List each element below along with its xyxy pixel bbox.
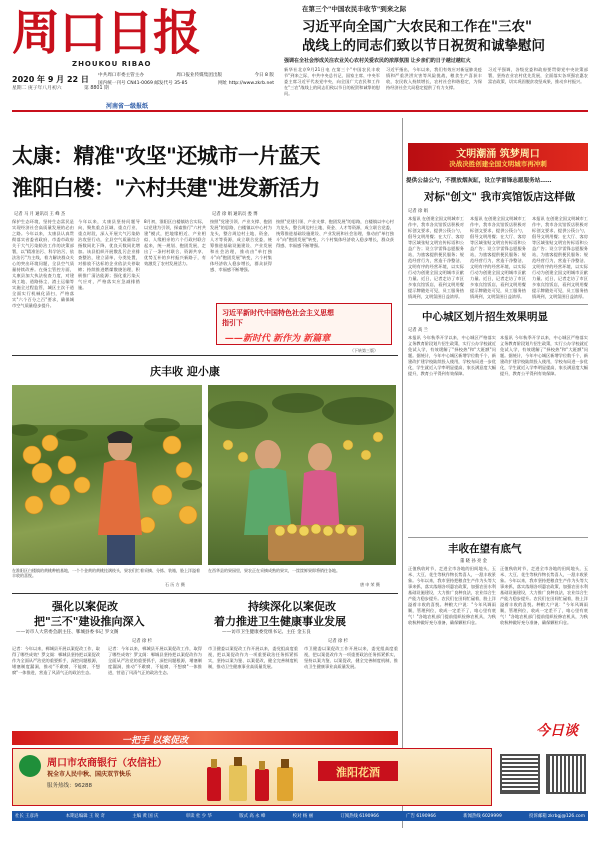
top-story-kicker: 在第三个"中国农民丰收节"到来之际 bbox=[302, 5, 407, 13]
bank-phone: 服务热线：96288 bbox=[47, 783, 92, 789]
right-text-1c bbox=[532, 216, 588, 300]
footer-item: 广告 6190966 bbox=[406, 814, 436, 819]
lead-headline-2: 淮阳白楼："六村共建"进发新活力 bbox=[12, 175, 320, 200]
series-title-2: 指引下 bbox=[222, 319, 243, 327]
interview-left-headline-2: 把"三不"建设推向深入 bbox=[34, 615, 145, 628]
right-headline-1: 对标"创文" 我市宾馆饭店这样做 bbox=[424, 191, 576, 203]
today-talk-text: 今日谈 bbox=[536, 723, 578, 739]
series-box bbox=[216, 303, 392, 345]
interview-middle-text-2-content: 市卫健委以案促改工作开展以来，委党组高度重视，把以案促改作为一项重要政治任务抓紧抓实，坚持以案为鉴、以案促改，健全完善制度机制，推动卫生健康事业高质量发展。 bbox=[304, 646, 398, 669]
right-text-2b-content: 本报讯 今年秋季开学以来，中心城区严格落实义务教育阶段划片招生政策，实行公办学校就近免试入学，有效缓解了"择校热"和"大班额"问题。据统计，今年中心城区新增学位数千个，新建改扩建学校陆续投入使用，学校布局进一步优化，学生就近入学率明显提高，家长满意度大幅提升，教育公平得到有效保障。 bbox=[500, 335, 588, 376]
right-headline-2: 中心城区划片招生效果明显 bbox=[422, 311, 548, 323]
right-text-2b bbox=[500, 335, 588, 533]
pages-count: 今日 8 版 bbox=[254, 73, 274, 78]
interview-middle-headline-1: 持续深化以案促改 bbox=[248, 600, 336, 613]
lead-byline-1: 记者 马 月 通讯员 王 峰 杰 bbox=[14, 212, 66, 217]
photo-feature-title: 庆丰收 迎小康 bbox=[150, 365, 220, 378]
interview-middle-byline: 记者 徐 杉 bbox=[328, 639, 348, 644]
footer-item: 社长 王彦涛 bbox=[15, 814, 39, 819]
province-badge: 河南省一级报纸 bbox=[106, 103, 149, 110]
top-story-headline-1: 习近平向全国广大农民和工作在"三农" bbox=[302, 19, 533, 35]
lead-text-d: 按照"党建引领、产业支撑、抱团发展"的思路，白楼镇以中心村为龙头，整合周边村土地、资金、人才等资源，成立联合党委，统筹推进基础设施建设、产业发展和社会治理，推动由"单打独斗"向"抱团发展"转变，六个村集体经济收入稳步增长，群众获得感、幸福感不断增强。 bbox=[210, 219, 272, 272]
bank-name: 周口市农商银行（农信社） bbox=[47, 758, 167, 769]
right-text-1a: 本报讯 在创建全国文明城市工作中，我市各宾馆饭店积极对标创文要求，提供公筷公勺，倡导文明用餐；在大厅、客房等区域张贴文明宣传标语和公益广告；设立学雷锋志愿服务站，为旅客提供便民服务；规范经营行为，营造干净整洁、文明有序的经营环境，以实际行动为创建全国文明城市贡献力量。近日，记者走访了市区多家宾馆饭店，看到文明用餐提示牌随处可见，员工服务热情周到，文明氛围日益浓厚。 bbox=[408, 216, 464, 299]
qr-code-1-icon bbox=[500, 754, 540, 794]
footer-item: 订阅热线 6190966 bbox=[340, 814, 379, 819]
footer-item: 审读 杜 少 华 bbox=[185, 814, 212, 819]
right-text-2a: 本报讯 今年秋季开学以来，中心城区严格落实义务教育阶段划片招生政策，实行公办学校就近免试入学，有效缓解了"择校热"和"大班额"问题。据统计，今年中心城区新增学位数千个，新建改扩建学校陆续投入使用，学校布局进一步优化，学生就近入学率明显提高，家长满意度大幅提升，教育公平得到有效保障。 bbox=[408, 335, 496, 376]
right-text-1b bbox=[470, 216, 526, 300]
photo-peach-harvest-art bbox=[12, 385, 202, 565]
footer-item: 新闻热线 6029999 bbox=[463, 814, 502, 819]
photo-fruit-picking-art bbox=[208, 385, 396, 565]
top-story bbox=[284, 4, 588, 108]
interview-left-text-2-content: 记者：今年以来，郸城县开展以案促改工作，取得了哪些成效？罗文阁：郸城县坚持把以案促改作为全面从严治党的重要抓手，深挖问题根源，堵塞制度漏洞，推动"不敢腐、不能腐、不想腐"一体推进，营造了风清气正的政治生态。 bbox=[108, 646, 202, 675]
interview-middle-headline-2: 着力推进卫生健康事业发展 bbox=[214, 615, 346, 628]
civic-banner-line-1: 文明潮涌 筑梦周口 bbox=[456, 149, 540, 160]
right-text-3a: 正值秋收时节，走进全市各地的田间地头，玉米、大豆、花生等秋作物长势喜人，一派丰收景象。今年以来，我市坚持把粮食生产作为头等大事来抓，落实落细各项惠农政策，加强农田水利基础设施建设，大力推广良种良法，农业综合生产能力稳步提升。农民们在田间忙碌着，脸上洋溢着丰收的喜悦。种粮大户说："今年风调雨顺，管理到位，收成一定差不了，咱心里有底气！"各地农机部门提前组织检修农机具，为秋收秋种做好充分准备，确保颗粒归仓。 bbox=[408, 566, 496, 625]
qr-codes bbox=[498, 750, 588, 806]
lead-text-e bbox=[276, 219, 394, 303]
interview-left-headline-1: 强化以案促改 bbox=[52, 600, 118, 613]
photo-peach-credit: 石 历 方 摄 bbox=[165, 582, 185, 587]
lead-text-b: 今年以来，太康县坚持问题导向，聚焦重点区域、重点行业、重点时段，深入开展大气污染防治攻坚行动，全县空气质量综合指数同比下降，优良天数同比增加。该县组织开展散乱污企业排查整治，建立清单，分类处置，对排放不达标的企业依法关停取缔；持续推进燃煤散烧治理，积极推广清洁能源；强化重污染天气应对，严格落实应急减排措施。 bbox=[78, 219, 140, 290]
right-byline-2: 记者 高 兰 bbox=[408, 328, 428, 333]
photo-peach-caption-text: 在淮阳区白楼镇的黄桃种植基地，一个个金黄的黄桃挂满枝头，果农们忙着采摘、分拣、装箱，脸上洋溢着丰收的喜悦。 bbox=[12, 568, 200, 578]
interview-left-byline: 记者 徐 杉 bbox=[132, 639, 152, 644]
bottom-ad bbox=[12, 748, 492, 806]
photo-fruit-credit: 唐 申 荣 摄 bbox=[360, 582, 380, 587]
website: 网址 http://www.zkrb.net bbox=[218, 81, 274, 86]
photo-fruit-caption bbox=[208, 568, 396, 573]
bank-slogan: 祝全市人民中秋、国庆双节快乐 bbox=[47, 771, 132, 778]
right-text-1b-content: 本报讯 在创建全国文明城市工作中，我市各宾馆饭店积极对标创文要求，提供公筷公勺，倡导文明用餐；在大厅、客房等区域张贴文明宣传标语和公益广告；设立学雷锋志愿服务站，为旅客提供便民服务；规范经营行为，营造干净整洁、文明有序的经营环境，以实际行动为创建全国文明城市贡献力量。近日，记者走访了市区多家宾馆饭店，看到文明用餐提示牌随处可见，员工服务热情周到，文明氛围日益浓厚。 bbox=[470, 216, 526, 299]
interview-left bbox=[12, 598, 202, 728]
liquor-bottles bbox=[199, 755, 309, 803]
interview-middle-text: 市卫健委以案促改工作开展以来，委党组高度重视，把以案促改作为一项重要政治任务抓紧抓实，坚持以案为鉴、以案促改，健全完善制度机制，推动卫生健康事业高质量发展。 bbox=[208, 646, 298, 669]
interview-left-text: 记者：今年以来，郸城县开展以案促改工作，取得了哪些成效？罗文阁：郸城县坚持把以案促改作为全面从严治党的重要抓手，深挖问题根源，堵塞制度漏洞，推动"不敢腐、不能腐、不想腐"一体推进，营造了风清气正的政治生态。 bbox=[12, 646, 100, 675]
footer-item: 版式 高 永 峰 bbox=[239, 814, 266, 819]
interview-left-text-2 bbox=[108, 646, 202, 722]
bank-logo-icon bbox=[19, 755, 41, 777]
interview-middle bbox=[208, 598, 398, 728]
masthead-issue: 第 8801 期 bbox=[84, 86, 109, 91]
masthead-info bbox=[98, 72, 274, 98]
photo-fruit-picking bbox=[208, 385, 396, 565]
right-text-3b bbox=[500, 566, 588, 736]
sponsor-1: 中共周口市委主管主办 bbox=[98, 73, 144, 78]
right-byline-3: 董 晓 孙 亮 金 bbox=[460, 559, 487, 564]
civic-banner-line-2: 决战决胜创建全国文明城市再冲刺 bbox=[449, 160, 547, 168]
right-byline-1: 记者 徐 娟 bbox=[408, 209, 428, 214]
interview-left-subhead: ——访市人大常委会副主任、郸城县委书记 罗文阁 bbox=[16, 630, 119, 635]
promo-strip-text: 一把手 以案促改 bbox=[122, 736, 189, 746]
interview-middle-subhead: ——访市卫生健康委党组书记、主任 金玉良 bbox=[222, 630, 311, 635]
cn-number: 国内统一刊号 CN41-0069 邮发代号 35-85 bbox=[98, 81, 188, 86]
today-talk-badge bbox=[536, 720, 590, 740]
qr-code-2-icon bbox=[546, 754, 586, 794]
civic-banner bbox=[408, 143, 588, 171]
lead-text-a: 保护生态环境，坚持生态富民是实现经济社会高质量发展的必由之路。今年以来，太康县认真贯彻落实省委省政府、市委市政府关于大气污染防治工作的决策部署，以"精准治污、科学治污、依法治污"为主线，着力解决群众关心的突出环境问题，全县空气质量持续改善。在扬尘管控方面，太康县加大执法检查力度，对建筑工地、道路扬尘、渣土运输等实施全过程监管，城区主次干道全面实行机械化清扫，严格落实"六个百分之百"要求，确保城市空气质量稳步提升。 bbox=[12, 219, 74, 308]
series-title: 习近平新时代中国特色社会主义思想 bbox=[222, 309, 334, 317]
series-slogan: ——新时代 新作为 新篇章 bbox=[225, 334, 331, 344]
photo-peach-harvest bbox=[12, 385, 202, 565]
right-text-1c-content: 本报讯 在创建全国文明城市工作中，我市各宾馆饭店积极对标创文要求，提供公筷公勺，倡导文明用餐；在大厅、客房等区域张贴文明宣传标语和公益广告；设立学雷锋志愿服务站，为旅客提供便民服务；规范经营行为，营造干净整洁、文明有序的经营环境，以实际行动为创建全国文明城市贡献力量。近日，记者走访了市区多家宾馆饭店，看到文明用餐提示牌随处可见，员工服务热情周到，文明氛围日益浓厚。 bbox=[532, 216, 588, 299]
top-story-subhead: 强调在全社会形成关注农业关心农村关爱农民的浓厚氛围 让乡亲们的日子越过越红火 bbox=[284, 58, 471, 64]
interview-middle-text-2 bbox=[304, 646, 398, 722]
footer-item: 校对 杨 丽 bbox=[292, 814, 314, 819]
masthead-logo: 周口日报 bbox=[12, 5, 201, 61]
footer-bar bbox=[12, 811, 588, 821]
right-text-3b-content: 正值秋收时节，走进全市各地的田间地头，玉米、大豆、花生等秋作物长势喜人，一派丰收景象。今年以来，我市坚持把粮食生产作为头等大事来抓，落实落细各项惠农政策，加强农田水利基础设施建设，大力推广良种良法，农业综合生产能力稳步提升。农民们在田间忙碌着，脸上洋溢着丰收的喜悦。种粮大户说："今年风调雨顺，管理到位，收成一定差不了，咱心里有底气！"各地农机部门提前组织检修农机具，为秋收秋种做好充分准备，确保颗粒归仓。 bbox=[500, 566, 588, 625]
right-headline-3: 丰收在望有底气 bbox=[448, 543, 522, 555]
sponsor-2: 周口报业传媒集团出版 bbox=[176, 73, 223, 78]
lead-continued: （下转第三版） bbox=[350, 348, 378, 353]
top-story-col-3: 习近平强调，各级党委和政府要贯彻党中央决策部署，坚持农业农村优先发展，全面落实各项强农惠农富农政策，切实巩固脱贫攻坚成果，推动乡村振兴。 bbox=[488, 67, 588, 84]
right-lead: 提供公益公勺，不摆放烟灰缸，设立学雷锋志愿服务站…… bbox=[406, 178, 552, 184]
photo-peach-caption bbox=[12, 568, 202, 578]
masthead-date: 2020 年 9 月 22 日 bbox=[12, 75, 89, 84]
lead-text-c: 8月初，淮阳区白楼镇结合实际，以党建为引领，探索推行"六村共建"模式，把地缘相近、产业相似、人缘相亲的六个行政村联合起来，统一规划、抱团发展，走出了一条村村联合、资源共享、优势互补的乡村振兴新路子，有效激发了农村发展活力。 bbox=[144, 219, 206, 266]
footer-item: 投诉邮箱 zkrbgj@126.com bbox=[529, 814, 585, 819]
footer-item: 主编 黄 国 庆 bbox=[132, 814, 159, 819]
top-story-col-2: 习近平指出，今年以来，我们有效应对新冠肺炎疫情和严重洪涝灾害等风险挑战，粮食生产喜获丰收，农民收入持续增长，农村社会和谐稳定，为保持经济社会大局稳定提供了有力支撑。 bbox=[386, 67, 482, 90]
liquor-bottles-icon bbox=[199, 755, 309, 803]
top-story-headline-2: 战线上的同志们致以节日祝贺和诚挚慰问 bbox=[302, 38, 545, 54]
liquor-name-text: 淮阳花酒 bbox=[336, 766, 380, 779]
promo-strip bbox=[12, 731, 398, 745]
photo-fruit-caption-text: 在西华县的果园里，果农正在采摘成熟的果实，一筐筐鲜果即将销往各地。 bbox=[208, 568, 340, 573]
masthead-weekday: 星期二 庚子年八月初六 bbox=[12, 86, 62, 91]
top-story-col-1: 新华社北京9月21日电 在第三个"中国农民丰收节"到来之际，中共中央总书记、国家主席、中央军委主席习近平代表党中央，向全国广大农民和工作在"三农"战线上的同志们致以节日的祝贺和诚挚的慰问。 bbox=[284, 67, 380, 96]
footer-item: 本期总编辑 王 锐 奇 bbox=[65, 814, 105, 819]
lead-headline-1: 太康：精准"攻坚"还城市一片蓝天 bbox=[12, 143, 320, 168]
lead-byline-2: 记者 徐 娟 通讯员 娄 博 bbox=[212, 212, 258, 217]
liquor-name bbox=[318, 761, 398, 781]
masthead-pinyin: ZHOUKOU RIBAO bbox=[72, 60, 152, 68]
lead-text-e-content: 按照"党建引领、产业支撑、抱团发展"的思路，白楼镇以中心村为龙头，整合周边村土地、资金、人才等资源，成立联合党委，统筹推进基础设施建设、产业发展和社会治理，推动由"单打独斗"向"抱团发展"转变，六个村集体经济收入稳步增长，群众获得感、幸福感不断增强。 bbox=[276, 219, 394, 248]
